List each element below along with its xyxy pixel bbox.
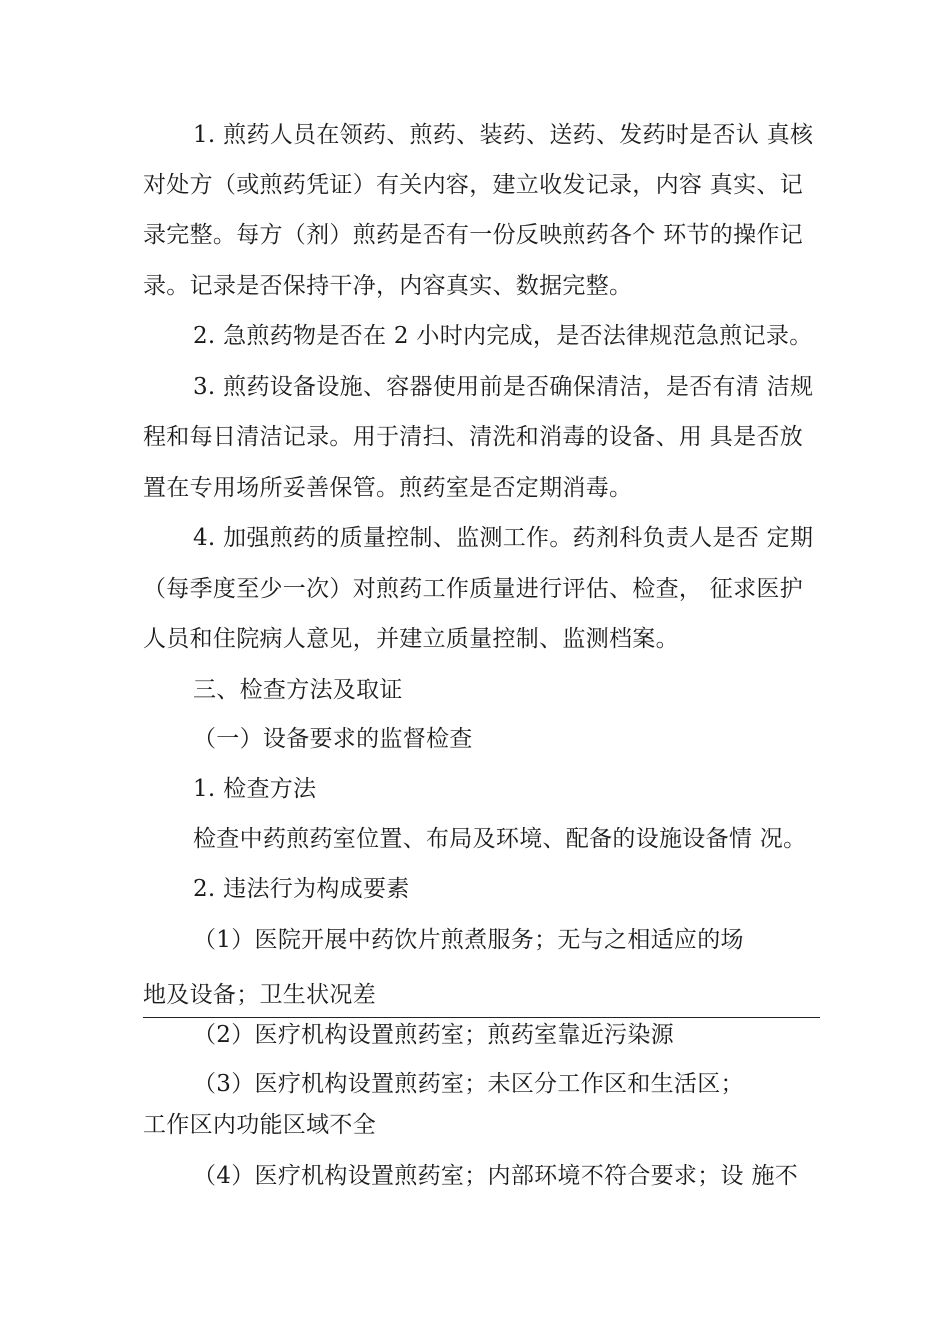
element-3-line-2: 工作区内功能区域不全 [143, 1112, 376, 1138]
method-description: 检查中药煎药室位置、布局及环境、配备的设施设备情 况。 [193, 826, 807, 852]
element-2-line-1: （2）医疗机构设置煎药室；煎药室靠近污染源 [193, 1022, 674, 1048]
item-heading-elements: 2. 违法行为构成要素 [193, 876, 410, 902]
section-heading: 三、检查方法及取证 [193, 677, 403, 703]
paragraph-4-line-3: 人员和住院病人意见，并建立质量控制、监测档案。 [143, 626, 679, 652]
paragraph-3-line-2: 程和每日清洁记录。用于清扫、清洗和消毒的设备、用 具是否放 [143, 424, 804, 450]
paragraph-1-line-2: 对处方（或煎药凭证）有关内容，建立收发记录，内容 真实、记 [143, 172, 804, 198]
paragraph-2-line-1: 2. 急煎药物是否在 2 小时内完成，是否法律规范急煎记录。 [193, 323, 813, 349]
element-1-line-2: 地及设备；卫生状况差 [143, 982, 376, 1008]
paragraph-4-line-1: 4. 加强煎药的质量控制、监测工作。药剂科负责人是否 定期 [193, 525, 814, 551]
item-heading-method: 1. 检查方法 [193, 776, 317, 802]
element-1-line-1: （1）医院开展中药饮片煎煮服务；无与之相适应的场 [193, 927, 744, 953]
paragraph-1-line-1: 1. 煎药人员在领药、煎药、装药、送药、发药时是否认 真核 [193, 122, 814, 148]
subsection-heading: （一）设备要求的监督检查 [193, 726, 473, 752]
paragraph-1-line-3: 录完整。每方（剂）煎药是否有一份反映煎药各个 环节的操作记 [143, 222, 804, 248]
paragraph-4-line-2: （每季度至少一次）对煎药工作质量进行评估、检查， 征求医护 [143, 576, 804, 602]
paragraph-3-line-1: 3. 煎药设备设施、容器使用前是否确保清洁，是否有清 洁规 [193, 374, 814, 400]
horizontal-rule [143, 1017, 820, 1018]
paragraph-1-line-4: 录。记录是否保持干净，内容真实、数据完整。 [143, 273, 633, 299]
element-4-line-1: （4）医疗机构设置煎药室；内部环境不符合要求；设 施不 [193, 1163, 799, 1189]
element-3-line-1: （3）医疗机构设置煎药室；未区分工作区和生活区； [193, 1071, 744, 1097]
paragraph-3-line-3: 置在专用场所妥善保管。煎药室是否定期消毒。 [143, 475, 633, 501]
